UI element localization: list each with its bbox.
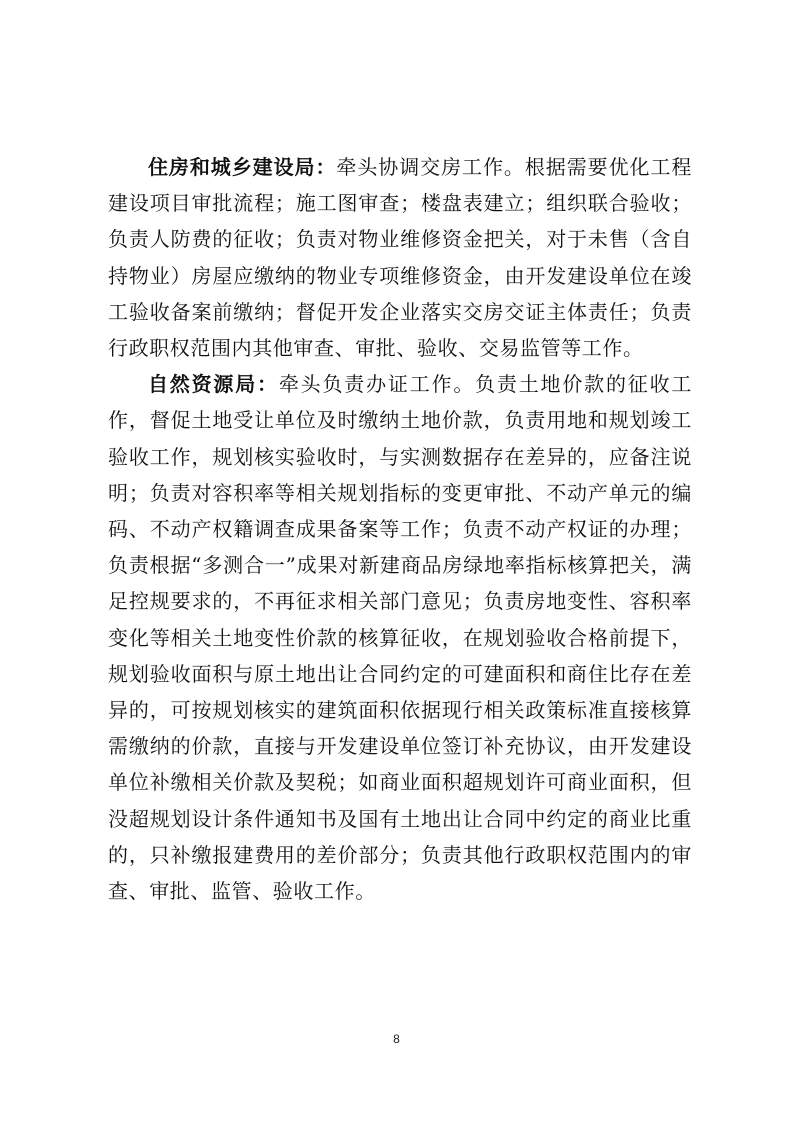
paragraph-lead-housing-bureau: 住房和城乡建设局： [148, 155, 337, 179]
paragraph-text-housing-bureau: 牵头协调交房工作。根据需要优化工程建设项目审批流程；施工图审查；楼盘表建立；组织联合验收；负责人防费的征收；负责对物业维修资金把关，对于未售（含自持物业）房屋应缴纳的物业专项维修资金，由开发建设单位在竣工验收备案前缴纳；督促开发企业落实交房交证主体责任；负责行政职权范围内其他审查、审批、验收、交易监管等工作。 [108, 155, 692, 361]
paragraph-housing-bureau [108, 149, 692, 366]
paragraph-lead-natural-resources-bureau: 自然资源局： [148, 372, 279, 397]
paragraph-natural-resources-bureau [108, 366, 692, 909]
body-text [108, 149, 692, 909]
page-number: 8 [393, 1032, 400, 1046]
paragraph-text-natural-resources-bureau: 牵头负责办证工作。负责土地价款的征收工作，督促土地受让单位及时缴纳土地价款，负责用地和规划竣工验收工作，规划核实验收时，与实测数据存在差异的，应备注说明；负责对容积率等相关规划指标的变更审批、不动产单元的编码、不动产权籍调查成果备案等工作；负责不动产权证的办理；负责根据“多测合一”成果对新建商品房绿地率指标核算把关，满足控规要求的，不再征求相关部门意见；负责房地变性、容积率变化等相关土地变性价款的核算征收，在规划验收合格前提下，规划验收面积与原土地出让合同约定的可建面积和商住比存在差异的，可按规划核实的建筑面积依据现行相关政策标准直接核算需缴纳的价款，直接与开发建设单位签订补充协议，由开发建设单位补缴相关价款及契税；如商业面积超规划许可商业面积，但没超规划设计条件通知书及国有土地出让合同中约定的商业比重的，只补缴报建费用的差价部分；负责其他行政职权范围内的审查、审批、监管、验收工作。 [108, 372, 692, 904]
